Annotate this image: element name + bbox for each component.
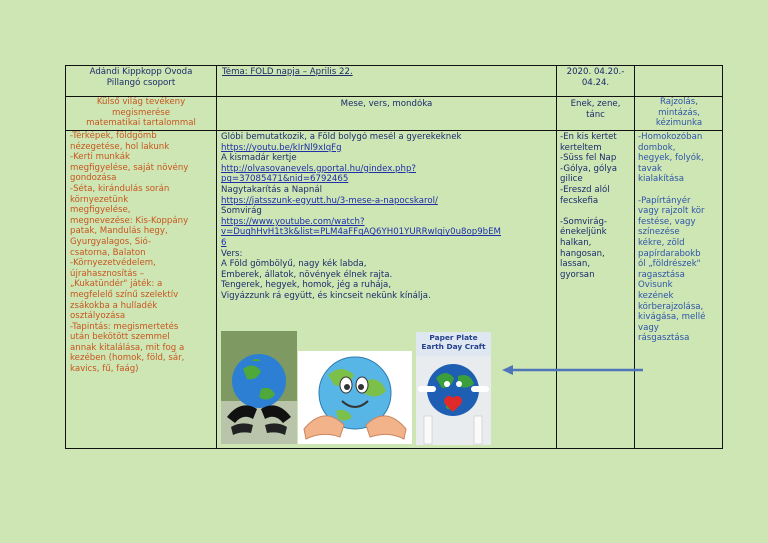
activity-line: nézegetése, hol lakunk (70, 141, 170, 152)
poem-line: A Föld gömbölyű, nagy kék labda, (221, 259, 367, 270)
craft-line: -Homokozóban (638, 132, 703, 142)
craft-line: tavak (638, 163, 662, 174)
song-line: -Ereszd alól (560, 184, 610, 195)
story-link[interactable]: https://youtu.be/kIrNl9xIqFg (221, 142, 342, 153)
craft-line: színezése (638, 227, 680, 238)
song-line: énekeljünk (560, 227, 607, 238)
song-line (560, 206, 634, 217)
video-link[interactable]: https://www.youtube.com/watch? (221, 216, 365, 227)
header-line: Ének, zene, (570, 99, 621, 109)
header-line: kézimunka (655, 118, 703, 129)
story-link[interactable]: https://jatsszunk-egyutt.hu/3-mese-a-napocskarol/ (221, 195, 438, 206)
kindergarten-name (66, 67, 216, 88)
craft-line: rásgasztása (638, 333, 690, 344)
activity-line: -Séta, kirándulás során (70, 183, 170, 194)
song-line: gyorsan (560, 269, 595, 280)
craft-line (638, 185, 723, 196)
song-line: fecskefia (560, 195, 599, 206)
cartoon-earth-image (298, 351, 412, 444)
activity-line: patak, Mandulás hegy, (70, 226, 168, 237)
kulso-vilag-header (66, 97, 216, 129)
activity-line: kezében (homok, föld, sár, (70, 353, 185, 364)
activity-line: kavics, fű, faág) (70, 364, 139, 375)
mese-header: Mese, vers, mondóka (340, 99, 433, 109)
activity-line: osztályozása (70, 311, 126, 322)
activity-line: megfigyelése, (70, 205, 131, 216)
activity-line: környezetünk (70, 194, 129, 205)
activity-line: Gyurgyalagos, Sió- (70, 236, 152, 247)
song-line: -Somvirág- (560, 216, 608, 227)
craft-line: festése, vagy (638, 216, 696, 227)
craft-line: vagy rajzolt kör (638, 206, 705, 217)
column-divider (216, 66, 217, 448)
date-start: 2020. 04.20.- (566, 67, 625, 77)
video-link[interactable]: v=DuqhHvH1t3k&list=PLM4aFFqAQ6YH01YURRwIqiy0u8op9bEM (221, 227, 501, 238)
header-line: tánc (586, 109, 605, 120)
header-line: mintázás, (658, 107, 700, 118)
craft-line: kezének (638, 290, 674, 301)
theme-title: Téma: FÖLD napja – Április 22. (222, 67, 353, 77)
header-line: Külső világ tevékeny (96, 97, 186, 107)
activity-line: megfigyelése, saját növény (70, 162, 189, 173)
poem-line: Vigyázzunk rá együtt, és kincseit nekünk kínálja. (221, 290, 431, 301)
enek-header (557, 99, 634, 120)
activity-line: -Környezetvédelem, (70, 258, 156, 269)
craft-line: vagy (638, 322, 659, 333)
craft-line: Ovisunk (638, 280, 673, 291)
activity-line: megfelelő színű szelektív (70, 289, 179, 300)
column-divider (556, 66, 557, 448)
header-line: megismerése (111, 107, 171, 118)
craft-caption-line2: Earth Day Craft (421, 342, 486, 351)
song-line: -Gólya, gólya (560, 163, 617, 174)
story-title: Somvirág (221, 206, 262, 217)
rajzolas-header (635, 97, 723, 129)
kindergarten-line: Adándi Kippkopp Óvoda (89, 67, 193, 77)
song-line: kerteltem (560, 142, 602, 153)
header-line: Rajzolás, (659, 97, 699, 107)
activity-line: „Kukatündér" játék: a (70, 279, 163, 290)
craft-line: -Papírtányér (638, 195, 691, 206)
craft-line: ragasztása (638, 269, 685, 280)
activity-line: után bekötött szemmel (70, 332, 170, 343)
kulso-vilag-activities (70, 131, 216, 375)
craft-line: kékre, zöld (638, 237, 685, 248)
song-line: lassan, (560, 259, 591, 270)
craft-line: kialakítása (638, 174, 685, 185)
craft-line: kivágása, mellé (638, 312, 706, 323)
activity-line: gondozása (70, 173, 117, 184)
arrow-left-icon (502, 364, 644, 376)
craft-line: ól „földrészek" (638, 259, 701, 270)
mese-content (221, 132, 555, 302)
poem-line: Emberek, állatok, növények élnek rajta. (221, 269, 393, 280)
group-name: Pillangó csoport (106, 77, 176, 88)
poem-label: Vers: (221, 248, 243, 259)
activity-line: zsákokba a hulladék (70, 300, 158, 311)
song-line: gilice (560, 174, 583, 185)
poem-line: Tengerek, hegyek, homok, jég a ruhája, (221, 280, 392, 291)
story-intro: Glóbi bemutatkozik, a Föld bolygó mesél a gyerekeknek (221, 132, 462, 142)
activity-line: újrahasznosítás – (70, 268, 145, 279)
song-line: -Süss fel Nap (560, 153, 617, 164)
song-line: hangosan, (560, 248, 605, 259)
date-end: 04.24. (581, 77, 610, 88)
craft-line: hegyek, folyók, (638, 153, 704, 164)
weekly-plan-table (65, 65, 723, 449)
activity-line: -Térképek, földgömb (70, 131, 157, 141)
video-link[interactable]: 6 (221, 237, 227, 248)
activity-line: csatorna, Balaton (70, 247, 146, 258)
header-line: matematikai tartalommal (86, 118, 196, 129)
craft-caption (416, 333, 491, 351)
story-link[interactable]: pg=37085471&nid=6792465 (221, 174, 349, 185)
song-line: halkan, (560, 237, 592, 248)
craft-line: dombok, (638, 142, 676, 153)
date-range (557, 67, 634, 88)
story-title: Nagytakarítás a Napnál (221, 184, 322, 195)
earth-hands-image (221, 331, 297, 444)
activity-line: annak kitalálása, mit fog a (70, 342, 185, 353)
rajzolas-activities (638, 132, 723, 344)
story-link[interactable]: http://olvasovanevels.gportal.hu/gindex.php? (221, 163, 416, 174)
story-title: A kismadár kertje (221, 153, 297, 164)
activity-line: -Kerti munkák (70, 152, 130, 163)
activity-line: -Tapintás: megismertetés (70, 321, 179, 332)
craft-line: körberajzolása, (638, 301, 704, 312)
craft-caption-line1: Paper Plate (429, 333, 478, 342)
craft-line: papírdarabokb (638, 248, 701, 259)
enek-activities (560, 132, 634, 280)
activity-line: megnevezése: Kis-Koppány (70, 215, 189, 226)
song-line: -Én kis kertet (560, 132, 617, 142)
